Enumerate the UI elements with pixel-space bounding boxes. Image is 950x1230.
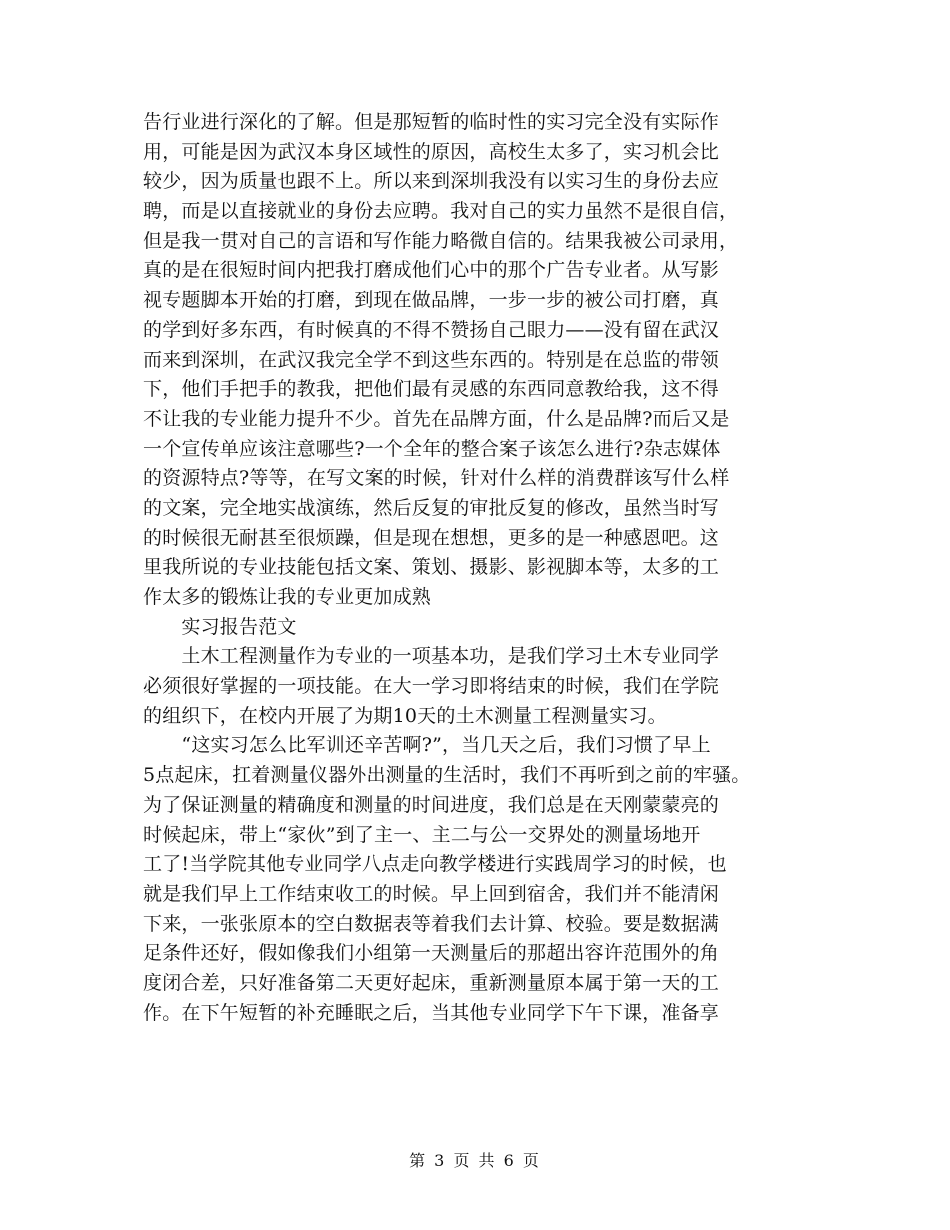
text-line: 下，他们手把手的教我，把他们最有灵感的东西同意教给我，这不得 xyxy=(143,378,720,401)
text-line: 工了!当学院其他专业同学八点走向教学楼进行实践周学习的时候，也 xyxy=(143,853,727,876)
text-line: 时候起床，带上“家伙”到了主一、主二与公一交界处的测量场地开 xyxy=(143,823,701,846)
text-line: 的时候很无耐甚至很烦躁，但是现在想想，更多的是一种感恩吧。这 xyxy=(143,526,720,549)
text-line: 里我所说的专业技能包括文案、策划、摄影、影视脚本等，太多的工 xyxy=(143,556,720,579)
text-line: 就是我们早上工作结束收工的时候。早上回到宿舍，我们并不能清闲 xyxy=(143,882,720,905)
text-line: 为了保证测量的精确度和测量的时间进度，我们总是在天刚蒙蒙亮的 xyxy=(143,793,720,816)
text-line: 较少，因为质量也跟不上。所以来到深圳我没有以实习生的身份去应 xyxy=(143,170,720,193)
text-line: 作。在下午短暂的补充睡眠之后，当其他专业同学下午下课，准备享 xyxy=(143,1001,720,1024)
text-line: “这实习怎么比军训还辛苦啊?”，当几天之后，我们习惯了早上 xyxy=(143,734,711,757)
text-line: 用，可能是因为武汉本身区域性的原因，高校生太多了，实习机会比 xyxy=(143,140,720,163)
text-line: 足条件还好，假如像我们小组第一天测量后的那超出容许范围外的角 xyxy=(143,942,720,965)
text-line: 的学到好多东西，有时候真的不得不赞扬自己眼力——没有留在武汉 xyxy=(143,318,720,341)
text-line: 的文案，完全地实战演练，然后反复的审批反复的修改，虽然当时写 xyxy=(143,496,720,519)
text-line: 而来到深圳，在武汉我完全学不到这些东西的。特别是在总监的带领 xyxy=(143,348,720,371)
text-line: 实习报告范文 xyxy=(143,615,297,638)
page-footer: 第 3 页 共 6 页 xyxy=(409,1151,541,1170)
text-line: 土木工程测量作为专业的一项基本功，是我们学习土木专业同学 xyxy=(143,645,720,668)
text-line: 真的是在很短时间内把我打磨成他们心中的那个广告专业者。从写影 xyxy=(143,259,720,282)
text-line: 的组织下，在校内开展了为期10天的土木测量工程测量实习。 xyxy=(143,704,667,727)
text-line: 下来，一张张原本的空白数据表等着我们去计算、校验。要是数据满 xyxy=(143,912,720,935)
text-line: 但是我一贯对自己的言语和写作能力略微自信的。结果我被公司录用， xyxy=(143,229,739,252)
text-line: 视专题脚本开始的打磨，到现在做品牌，一步一步的被公司打磨，真 xyxy=(143,289,720,312)
text-line: 一个宣传单应该注意哪些?一个全年的整合案子该怎么进行?杂志媒体 xyxy=(143,437,721,460)
body-text xyxy=(143,108,823,1028)
text-line: 告行业进行深化的了解。但是那短暂的临时性的实习完全没有实际作 xyxy=(143,111,720,133)
text-line: 不让我的专业能力提升不少。首先在品牌方面，什么是品牌?而后又是 xyxy=(143,407,730,430)
text-line: 必须很好掌握的一项技能。在大一学习即将结束的时候，我们在学院 xyxy=(143,675,720,698)
text-line: 聘，而是以直接就业的身份去应聘。我对自己的实力虽然不是很自信， xyxy=(143,200,739,223)
text-line: 5点起床，扛着测量仪器外出测量的生活时，我们不再听到之前的牢骚。 xyxy=(143,764,751,787)
text-line: 度闭合差，只好准备第二天更好起床，重新测量原本属于第一天的工 xyxy=(143,971,720,994)
text-line: 作太多的锻炼让我的专业更加成熟 xyxy=(143,586,432,608)
text-line: 的资源特点?等等，在写文案的时候，针对什么样的消费群该写什么样 xyxy=(143,467,730,490)
